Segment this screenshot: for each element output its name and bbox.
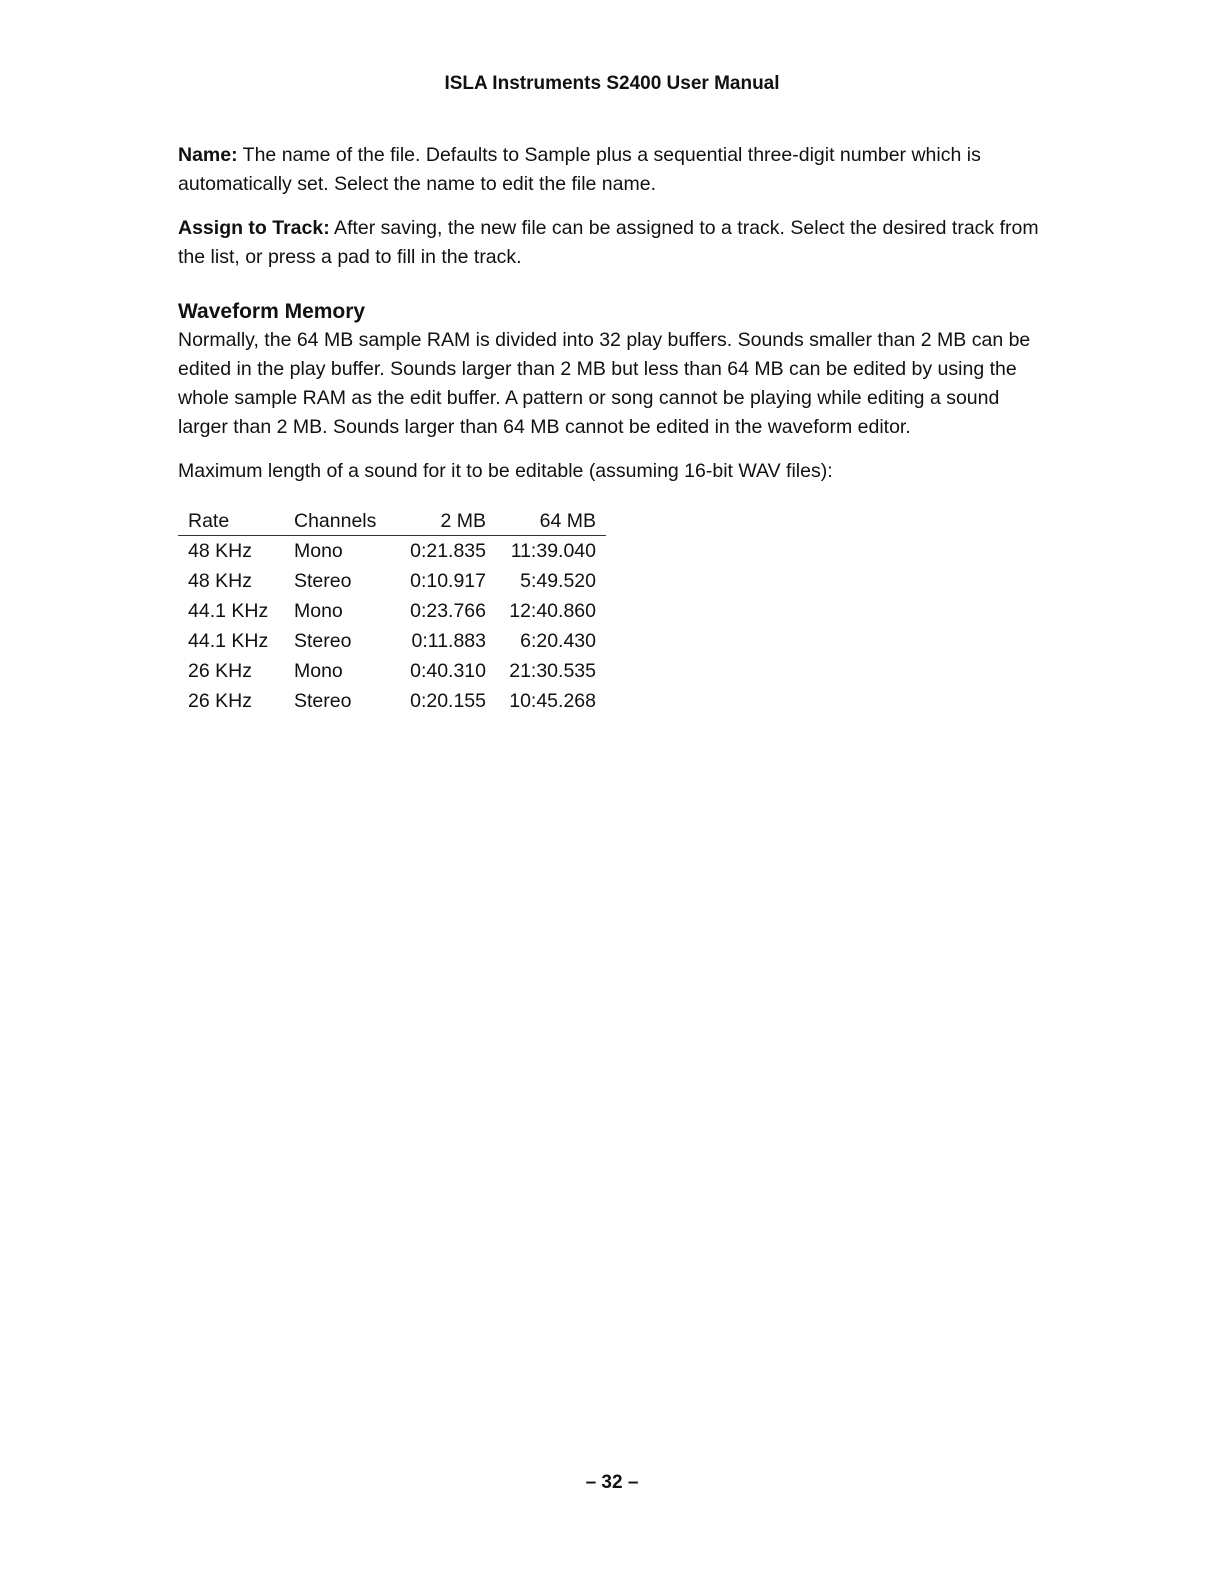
cell-channels: Mono xyxy=(294,660,343,682)
cell-2mb: 0:23.766 xyxy=(410,600,486,622)
cell-channels: Stereo xyxy=(294,630,352,652)
page-number: – 32 – xyxy=(585,1472,639,1493)
cell-channels: Mono xyxy=(294,540,343,562)
table-row xyxy=(178,566,606,596)
name-label: Name: xyxy=(178,144,238,166)
assign-track-description xyxy=(178,214,1048,272)
cell-2mb: 0:20.155 xyxy=(410,690,486,712)
assign-track-label: Assign to Track: xyxy=(178,217,330,239)
cell-channels: Mono xyxy=(294,600,343,622)
column-header-64mb: 64 MB xyxy=(496,507,606,536)
editable-length-table xyxy=(178,507,606,716)
table-row xyxy=(178,656,606,686)
column-header-rate: Rate xyxy=(178,507,284,536)
name-description xyxy=(178,141,1048,199)
cell-channels: Stereo xyxy=(294,690,352,712)
column-header-channels: Channels xyxy=(284,507,398,536)
cell-rate: 48 KHz xyxy=(188,570,252,592)
name-text: The name of the file. Defaults to Sample plus a sequential three-digit number which is automatically set. Select the name to edit the file name. xyxy=(178,144,981,195)
section-heading-waveform-memory: Waveform Memory xyxy=(178,300,366,323)
cell-64mb: 12:40.860 xyxy=(509,600,596,622)
cell-64mb: 6:20.430 xyxy=(520,630,596,652)
waveform-memory-body: Normally, the 64 MB sample RAM is divided into 32 play buffers. Sounds smaller than 2 MB can be edited in the play buffer. Sounds larger than 2 MB but less than 64 MB can be edited by using the whole sample RAM as the edit buffer. A pattern or song cannot be playing while editing a sound larger than 2 MB. Sounds larger than 64 MB cannot be edited in the waveform editor. xyxy=(178,329,1031,438)
table-row xyxy=(178,626,606,656)
cell-rate: 48 KHz xyxy=(188,540,252,562)
cell-2mb: 0:21.835 xyxy=(410,540,486,562)
table-header-row xyxy=(178,507,606,536)
page-header: ISLA Instruments S2400 User Manual xyxy=(444,73,780,94)
cell-64mb: 21:30.535 xyxy=(509,660,596,682)
cell-rate: 44.1 KHz xyxy=(188,630,269,652)
cell-64mb: 10:45.268 xyxy=(509,690,596,712)
cell-64mb: 11:39.040 xyxy=(510,540,596,562)
cell-2mb: 0:11.883 xyxy=(411,630,486,652)
cell-rate: 26 KHz xyxy=(188,690,252,712)
page-content xyxy=(178,141,1048,716)
table-intro: Maximum length of a sound for it to be editable (assuming 16-bit WAV files): xyxy=(178,460,833,482)
table-row xyxy=(178,536,606,567)
assign-track-text: After saving, the new file can be assigned to a track. Select the desired track from the list, or press a pad to fill in the track. xyxy=(178,217,1039,268)
cell-rate: 26 KHz xyxy=(188,660,252,682)
table-row xyxy=(178,686,606,716)
column-header-2mb: 2 MB xyxy=(398,507,496,536)
cell-rate: 44.1 KHz xyxy=(188,600,269,622)
cell-64mb: 5:49.520 xyxy=(520,570,596,592)
cell-2mb: 0:10.917 xyxy=(410,570,486,592)
table-row xyxy=(178,596,606,626)
cell-channels: Stereo xyxy=(294,570,352,592)
cell-2mb: 0:40.310 xyxy=(410,660,486,682)
